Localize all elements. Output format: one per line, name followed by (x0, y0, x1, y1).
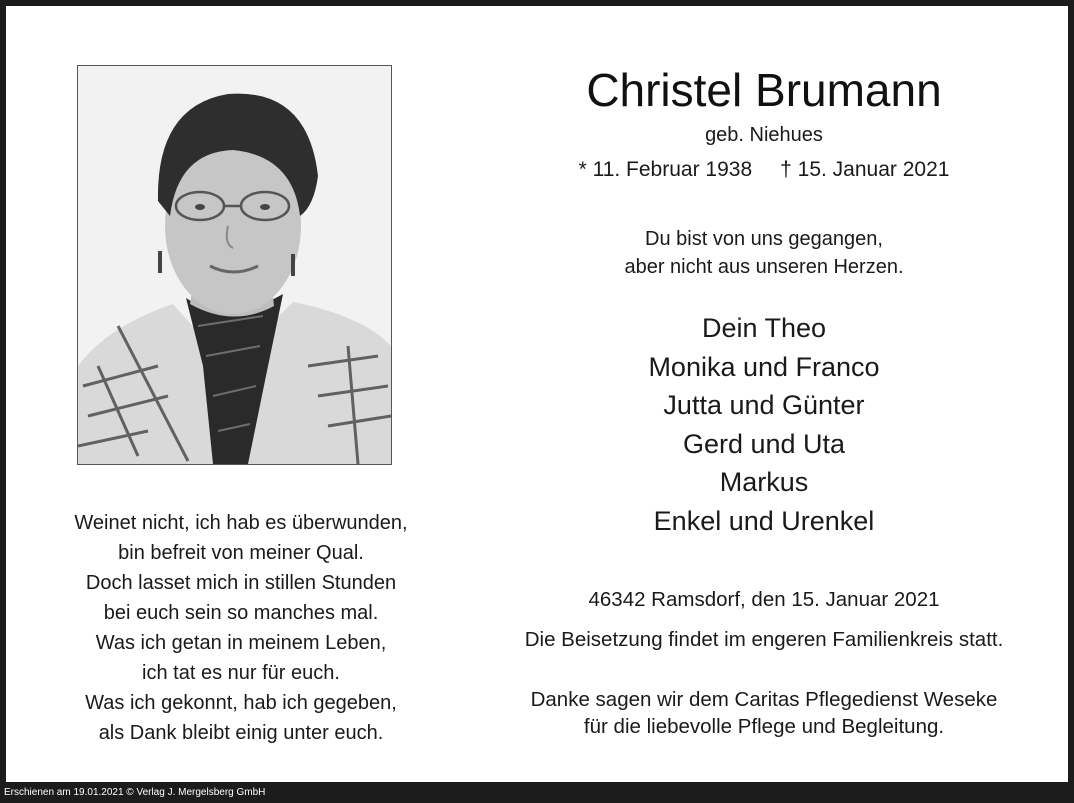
life-dates (466, 156, 1062, 184)
poem-line: ich tat es nur für euch. (142, 662, 340, 684)
family-member: Dein Theo (701, 313, 827, 343)
publication-footer: Erschienen am 19.01.2021 © Verlag J. Mergelsberg GmbH (4, 787, 266, 798)
obituary-card (6, 6, 1068, 782)
birth-date: * 11. Februar 1938 (578, 158, 753, 181)
poem (26, 508, 456, 748)
family-member: Gerd und Uta (682, 428, 846, 459)
poem-line: Was ich getan in meinem Leben, (95, 632, 387, 654)
death-date: † 15. Januar 2021 (780, 158, 950, 181)
poem-line: bin befreit von meiner Qual. (118, 542, 364, 564)
poem-line: Was ich gekonnt, hab ich gegeben, (85, 692, 397, 714)
portrait-photo (77, 65, 392, 465)
poem-line: Doch lasset mich in stillen Stunden (85, 572, 397, 594)
poem-line: als Dank bleibt einig unter euch. (98, 722, 384, 744)
poem-line: bei euch sein so manches mal. (103, 602, 379, 624)
deceased-name: Christel Brumann (586, 64, 942, 116)
portrait-image (78, 66, 391, 464)
thanks-line: Danke sagen wir dem Caritas Pflegedienst Weseke (530, 688, 998, 711)
family-member: Enkel und Urenkel (653, 505, 875, 536)
quote (466, 225, 1062, 281)
thanks-note (466, 686, 1062, 740)
quote-line: aber nicht aus unseren Herzen. (624, 256, 904, 278)
family-member: Markus (719, 467, 809, 497)
family-member: Jutta und Günter (663, 390, 865, 420)
maiden-name: geb. Niehues (705, 124, 823, 146)
quote-line: Du bist von uns gegangen, (645, 228, 883, 250)
poem-line: Weinet nicht, ich hab es überwunden, (74, 512, 408, 534)
thanks-line: für die liebevolle Pflege und Begleitung. (583, 715, 945, 738)
burial-note: Die Beisetzung findet im engeren Familienkreis statt. (524, 628, 1004, 651)
family-list (466, 309, 1062, 540)
family-member: Monika und Franco (648, 351, 880, 382)
place-date: 46342 Ramsdorf, den 15. Januar 2021 (588, 588, 940, 611)
